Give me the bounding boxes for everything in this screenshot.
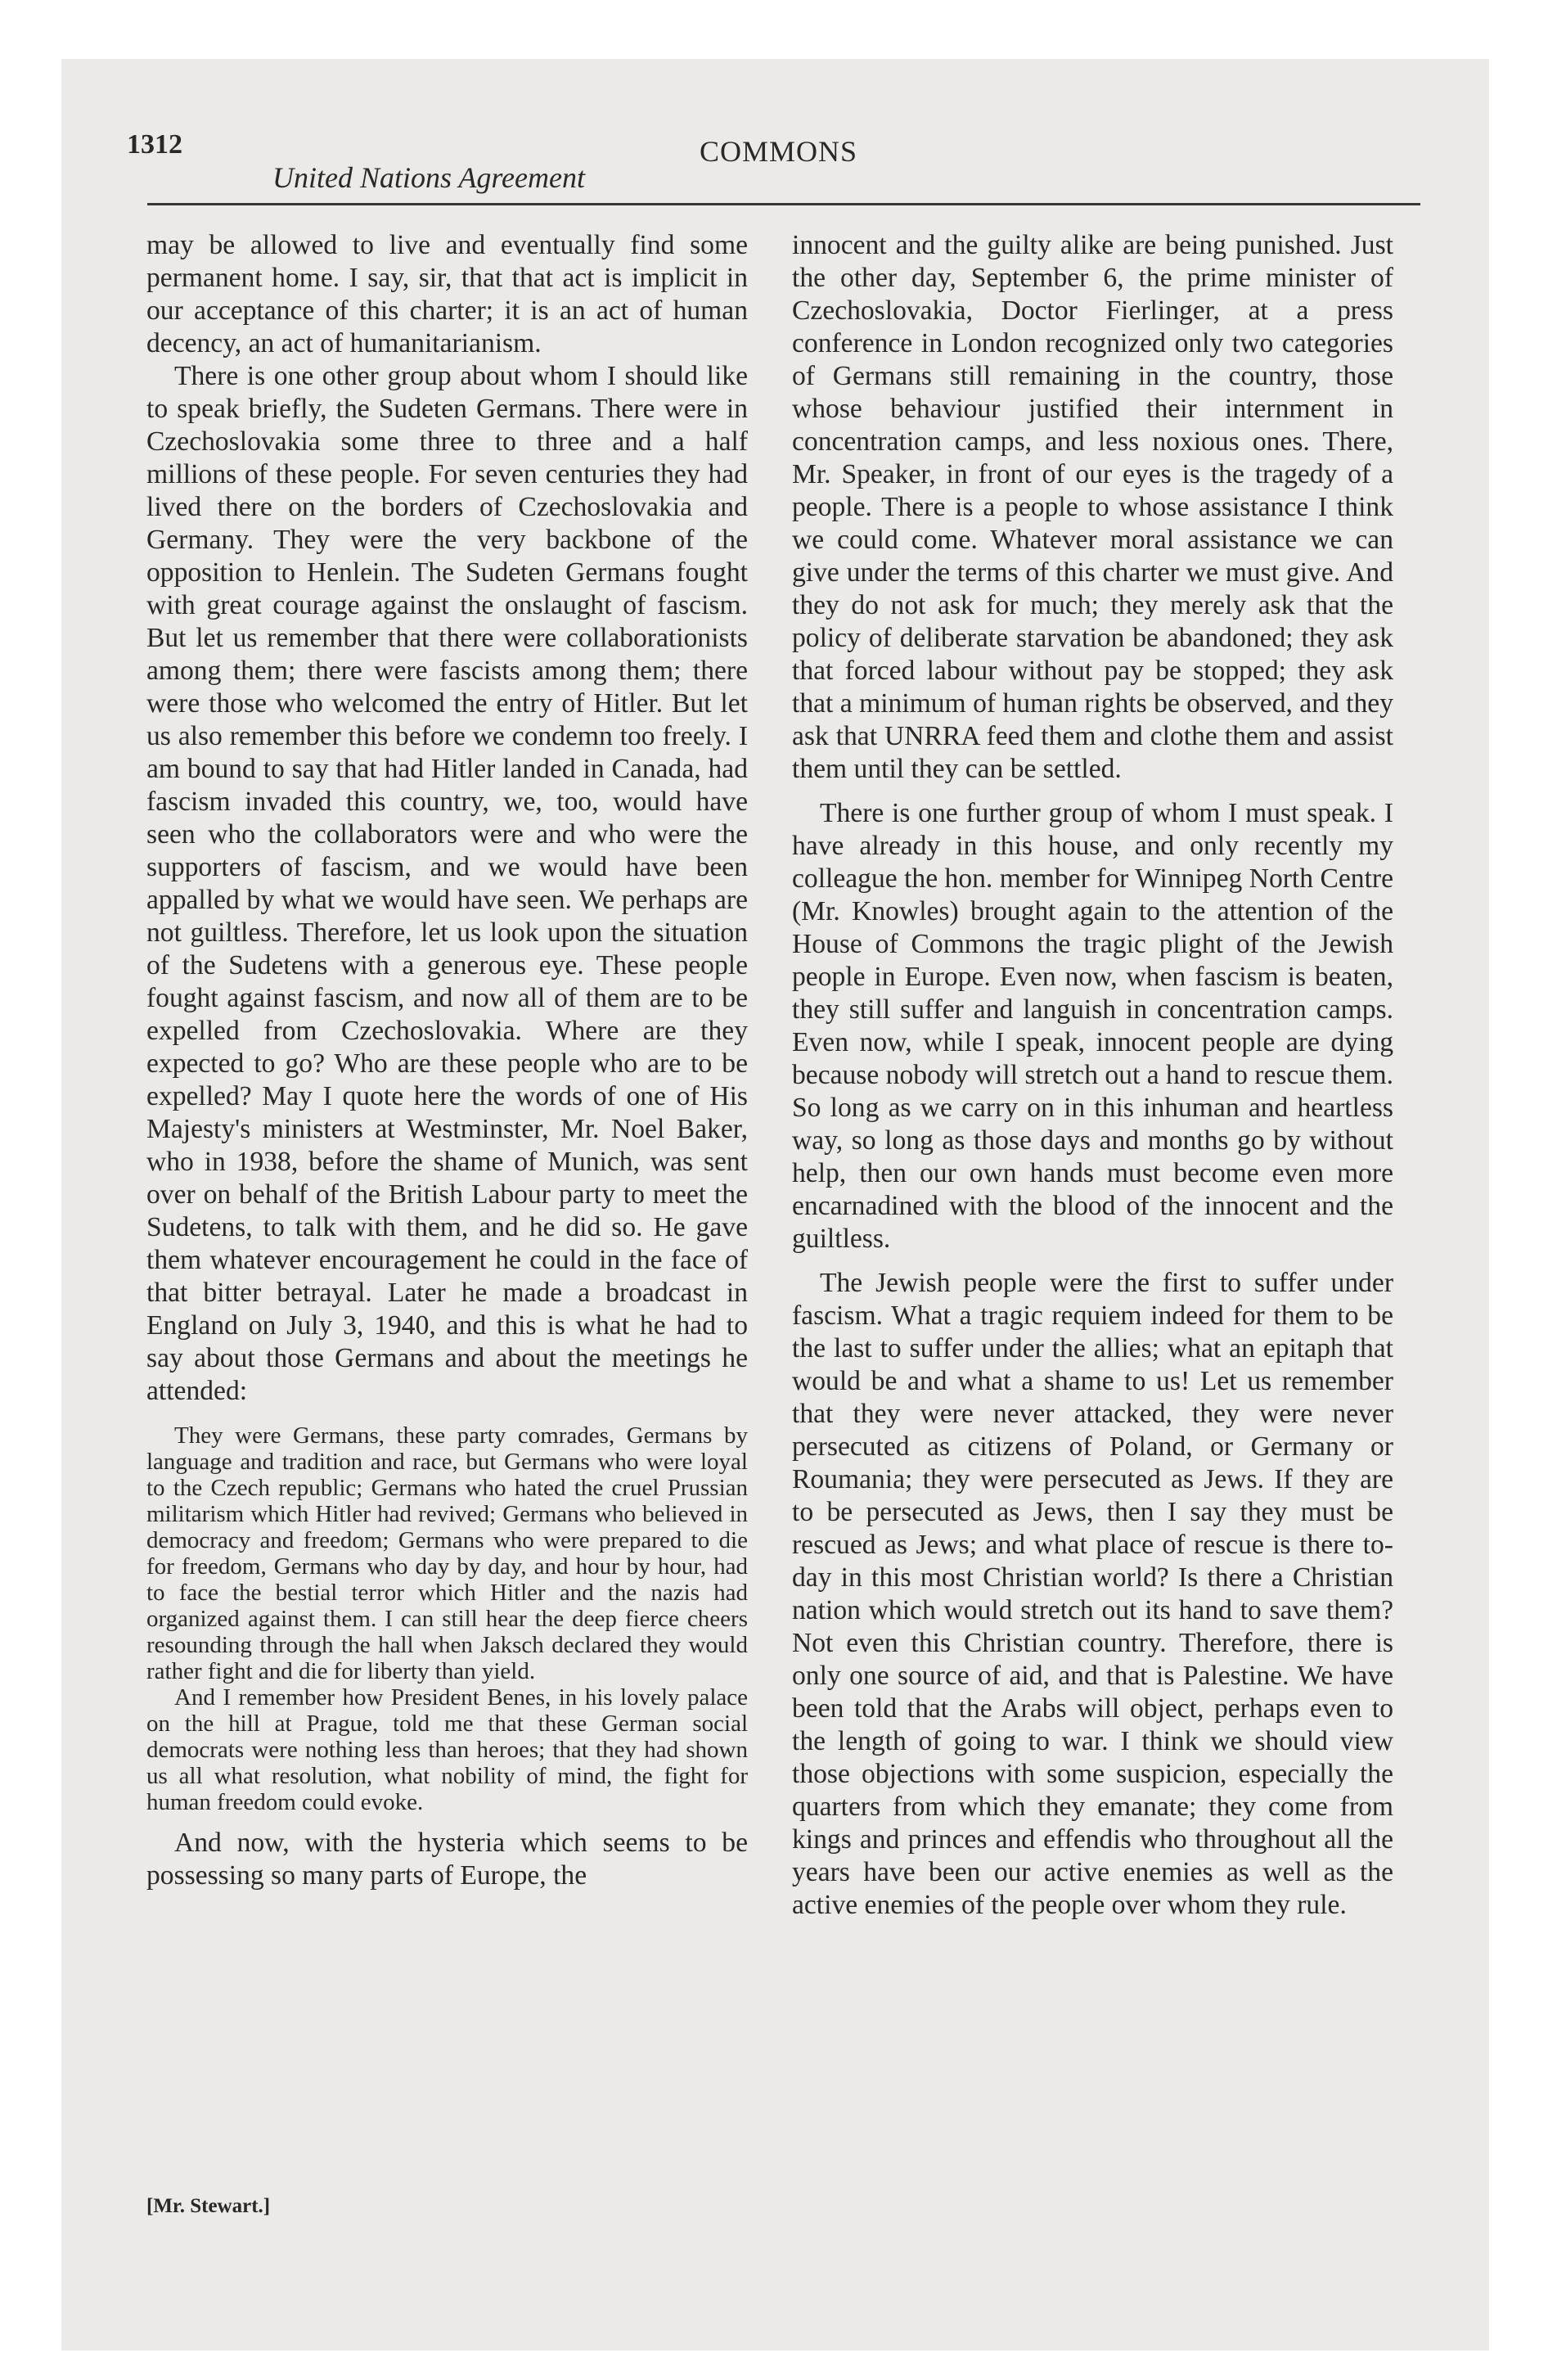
paragraph: The Jewish people were the first to suffer under fascism. What a tragic requiem indeed for them to be the last to suffer under the allies; what an epitaph that would be and what a shame to us! Let us remember that they were never attacked, they were never persecuted as citizens of Poland, or Germany or Roumania; they were persecuted as Jews. If they are to be persecuted as Jews, then I say they must be rescued as Jews; and what place of rescue is there to-day in this most Christian world? Is there a Christian nation which would stretch out its hand to save them? Not even this Christian country. Therefore, there is only one source of aid, and that is Palestine. We have been told that the Arabs will object, perhaps even to the length of going to war. I think we should view those objections with some suspicion, especially the quarters from which they emanate; they come from kings and princes and effendis who throughout all the years have been our active enemies as well as the active enemies of the people over whom they rule. (792, 1268, 1393, 1920)
page-header (127, 129, 1420, 195)
paragraph: innocent and the guilty alike are being punished. Just the other day, September 6, the prime minister of Czechoslovakia, Doctor Fierlinger, at a press conference in London recognized only two categories of Germans still remaining in the country, those whose behaviour justified their internment in concentration camps, and less noxious ones. There, Mr. Speaker, in front of our eyes is the tragedy of a people. There is a people to whose assistance I think we could come. Whatever moral assistance we can give under the terms of this charter we must give. And they do not ask for much; they merely ask that the policy of deliberate starvation be abandoned; they ask that forced labour without pay be stopped; they ask that a minimum of human rights be observed, and they ask that UNRRA feed them and clothe them and assist them until they can be settled. (792, 230, 1393, 784)
page-number: 1312 (127, 129, 182, 160)
chamber-title: COMMONS (700, 135, 858, 168)
paragraph: There is one other group about whom I should like to speak briefly, the Sudeten Germans. There were in Czechoslovakia some three to three and a half millions of these people. For seven centuries they had lived there on the borders of Czechoslovakia and Germany. They were the very backbone of the opposition to Henlein. The Sudeten Germans fought with great courage against the onslaught of fascism. But let us remember that there were collaborationists among them; there were fascists among them; there were those who welcomed the entry of Hitler. But let us also remember this before we condemn too freely. I am bound to say that had Hitler landed in Canada, had fascism invaded this country, we, too, would have seen who the collaborators were and who were the supporters of fascism, and we would have been appalled by what we would have seen. We perhaps are not guiltless. Therefore, let us look upon the situation of the Sudetens with a generous eye. These people fought against fascism, and now all of them are to be expelled from Czechoslovakia. Where are they expected to go? Who are these people who are to be expelled? May I quote here the words of one of His Majesty's ministers at Westminster, Mr. Noel Baker, who in 1938, before the shame of Munich, was sent over on behalf of the British Labour party to meet the Sudetens, to talk with them, and he did so. He gave them whatever encouragement he could in the face of that bitter betrayal. Later he made a broadcast in England on July 3, 1940, and this is what he had to say about those Germans and about the meetings he attended: (146, 361, 748, 1406)
quote-paragraph: And I remember how President Benes, in his lovely palace on the hill at Prague, told me that these German social democrats were nothing less than heroes; that they had shown us all what resolution, what nobility of mind, the fight for human freedom could evoke. (146, 1684, 748, 1815)
right-column (792, 229, 1393, 1922)
left-column (146, 229, 748, 1892)
speaker-attribution: [Mr. Stewart.] (146, 2195, 271, 2217)
paragraph: And now, with the hysteria which seems to be possessing so many parts of Europe, the (146, 1828, 748, 1891)
paragraph: may be allowed to live and eventually find some permanent home. I say, sir, that that act is implicit in our acceptance of this charter; it is an act of human decency, an act of humanitarianism. (146, 230, 748, 358)
running-head: United Nations Agreement (272, 161, 585, 194)
block-quote (146, 1422, 748, 1815)
paragraph: There is one further group of whom I must speak. I have already in this house, and only recently my colleague the hon. member for Winnipeg North Centre (Mr. Knowles) brought again to the attention of the House of Commons the tragic plight of the Jewish people in Europe. Even now, when fascism is beaten, they still suffer and languish in concentration camps. Even now, while I speak, innocent people are dying because nobody will stretch out a hand to rescue them. So long as we carry on in this inhuman and heartless way, so long as those days and months go by without help, then our own hands must become even more encarnadined with the blood of the innocent and the guiltless. (792, 798, 1393, 1254)
quote-paragraph: They were Germans, these party comrades, Germans by language and tradition and race, but Germans who were loyal to the Czech republic; Germans who hated the cruel Prussian militarism which Hitler had revived; Germans who believed in democracy and freedom; Germans who were prepared to die for freedom, Germans who day by day, and hour by hour, had to face the bestial terror which Hitler and the nazis had organized against them. I can still hear the deep fierce cheers resounding through the hall when Jaksch declared they would rather fight and die for liberty than yield. (146, 1422, 748, 1684)
header-rule (147, 203, 1420, 205)
